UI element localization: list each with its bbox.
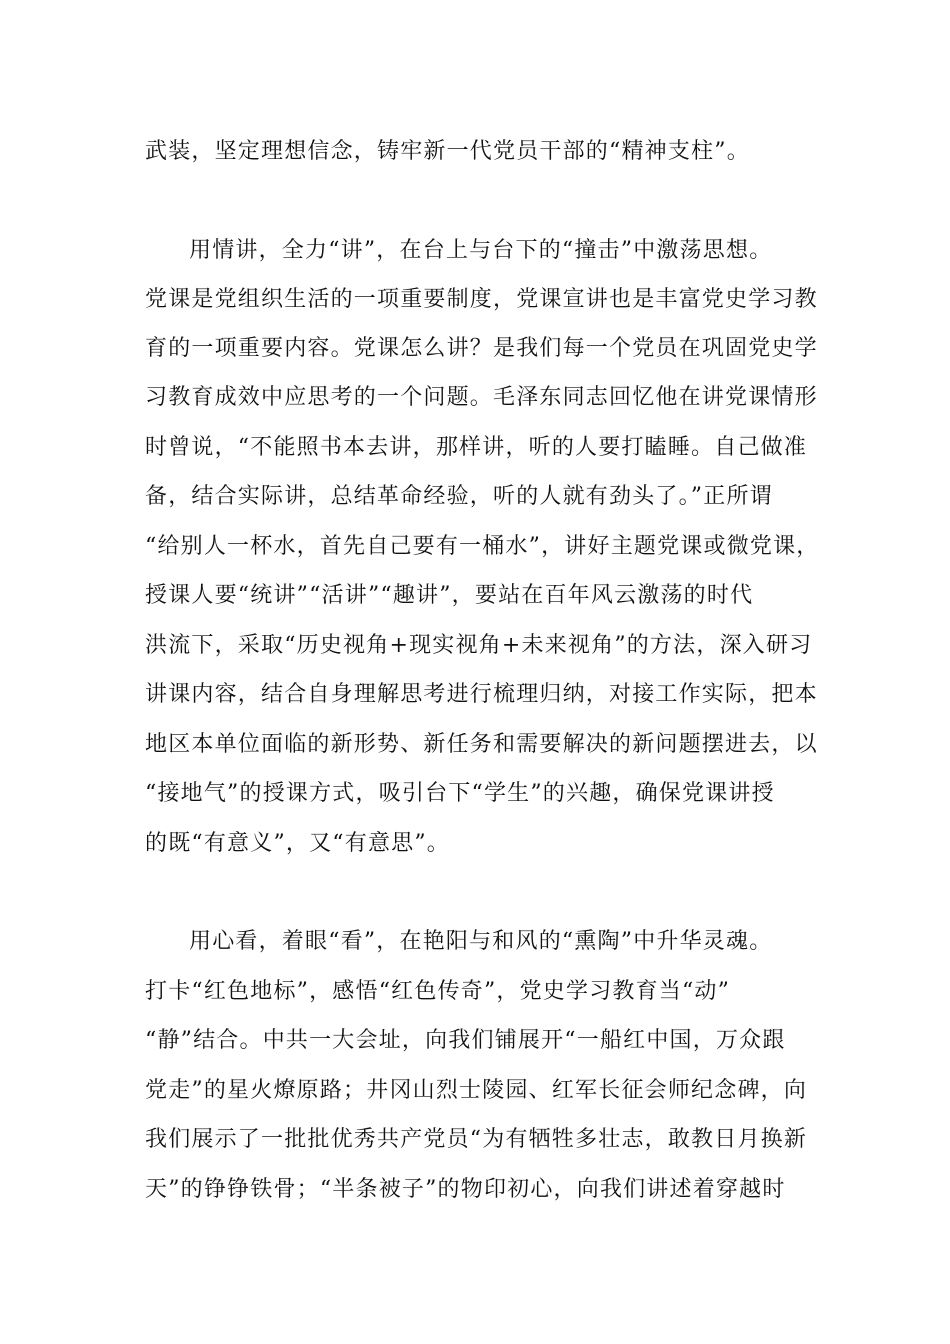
text-line: 武装，坚定理想信念，铸牢新一代党员干部的“精神支柱”。 [145,139,750,164]
text-line: 授课人要“统讲”“活讲”“趣讲”，要站在百年风云激荡的时代 [145,583,754,608]
text-line: 地区本单位面临的新形势、新任务和需要解决的新问题摆进去，以 [145,732,818,757]
text-line: 备，结合实际讲，总结革命经验，听的人就有劲头了。”正所谓 [145,484,773,509]
paragraph-first-line: 用心看，着眼“看”，在艳阳与和风的“熏陶”中升华灵魂。 [189,929,773,954]
text-line: 洪流下，采取“历史视角+现实视角+未来视角”的方法，深入研习 [145,633,813,658]
text-line: 天”的铮铮铁骨；“半条被子”的物印初心，向我们讲述着穿越时 [145,1177,786,1202]
text-line: 习教育成效中应思考的一个问题。毛泽东同志回忆他在讲党课情形 [145,385,818,410]
text-line: 育的一项重要内容。党课怎么讲？是我们每一个党员在巩固党史学 [145,336,818,361]
text-line: “给别人一杯水，首先自己要有一桶水”，讲好主题党课或微党课， [145,534,820,559]
text-line: 讲课内容，结合自身理解思考进行梳理归纳，对接工作实际，把本 [145,682,818,707]
text-line: 时曾说，“不能照书本去讲，那样讲，听的人要打瞌睡。自己做准 [145,435,808,460]
text-line: 党走”的星火燎原路；井冈山烈士陵园、红军长征会师纪念碑，向 [145,1078,808,1103]
text-line: 我们展示了一批批优秀共产党员“为有牺牲多壮志，敢教日月换新 [145,1127,808,1152]
text-line: “静”结合。中共一大会址，向我们铺展开“一船红中国，万众跟 [145,1028,786,1053]
text-line: “接地气”的授课方式，吸引台下“学生”的兴趣，确保党课讲授 [145,781,775,806]
text-line: 打卡“红色地标”，感悟“红色传奇”，党史学习教育当“动” [145,979,731,1004]
paragraph-first-line: 用情讲，全力“讲”，在台上与台下的“撞击”中激荡思想。 [189,238,773,263]
text-line: 党课是党组织生活的一项重要制度，党课宣讲也是丰富党史学习教 [145,287,818,312]
text-line: 的既“有意义”，又“有意思”。 [145,831,450,856]
